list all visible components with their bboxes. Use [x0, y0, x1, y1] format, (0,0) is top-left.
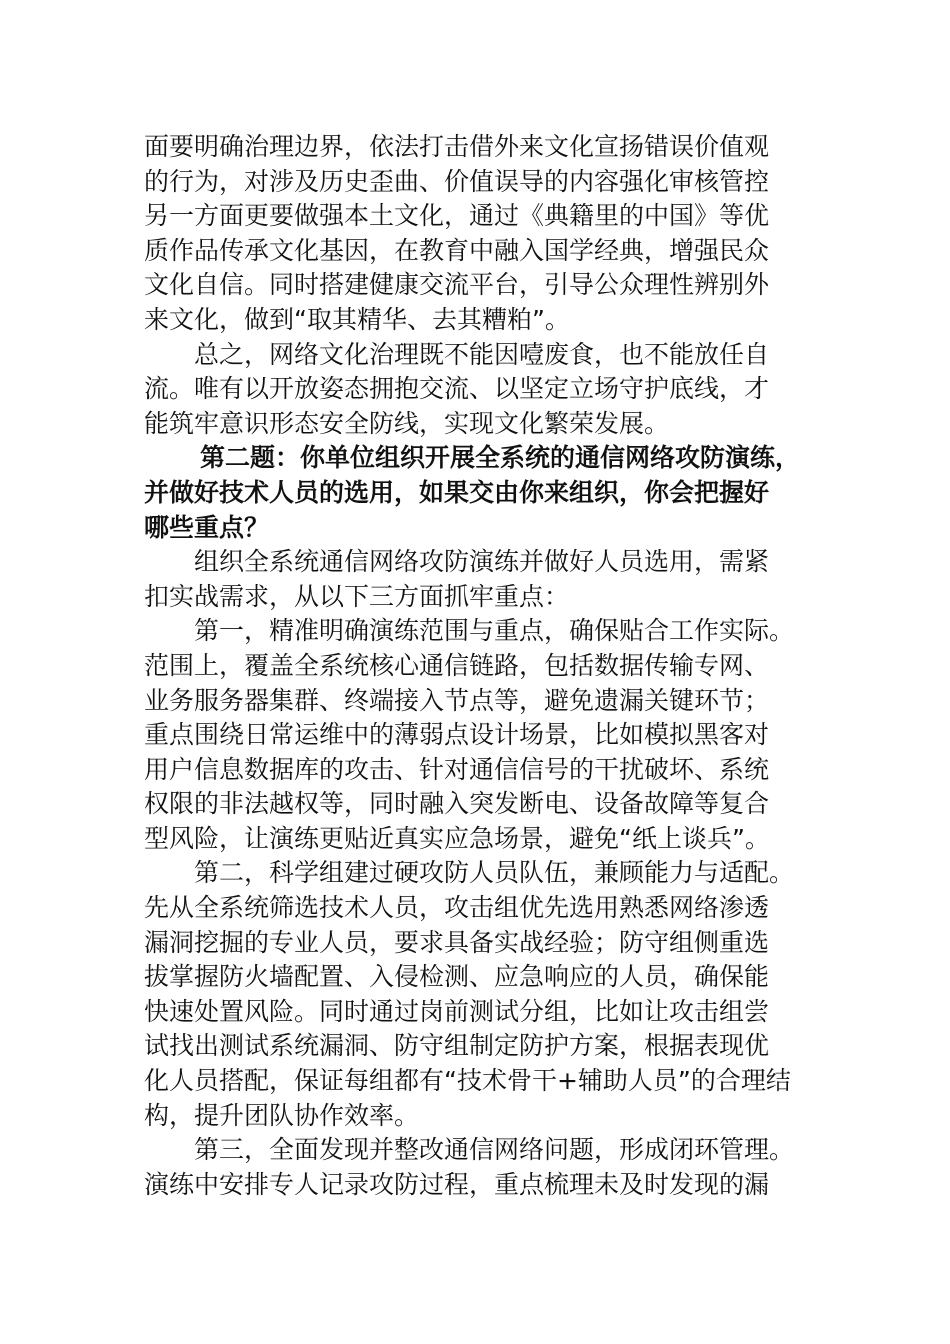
text-line: 面要明确治理边界，依法打击借外来文化宣扬错误价值观 — [144, 132, 770, 161]
document-body — [144, 130, 834, 1202]
text-line: 扣实战需求，从以下三方面抓牢重点： — [144, 581, 570, 611]
text-line: 试找出测试系统漏洞、防守组制定防护方案，根据表现优 — [144, 1031, 770, 1061]
text-line: 快速处置风险。同时通过岗前测试分组，比如让攻击组尝 — [144, 996, 770, 1026]
text-line: 业务服务器集群、终端接入节点等，避免遗漏关键环节； — [144, 685, 770, 715]
text-line: 质作品传承文化基因，在教育中融入国学经典，增强民众 — [144, 235, 770, 265]
text-line: 先从全系统筛选技术人员，攻击组优先选用熟悉网络渗透 — [144, 893, 770, 923]
text-line: 构，提升团队协作效率。 — [144, 1100, 420, 1130]
text-line: 重点围绕日常运维中的薄弱点设计场景，比如模拟黑客对 — [144, 720, 770, 750]
text-line: 型风险，让演练更贴近真实应急场景，避免“纸上谈兵”。 — [144, 823, 770, 853]
text-line: 第三，全面发现并整改通信网络问题，形成闭环管理。 — [194, 1135, 795, 1165]
text-line: 化人员搭配，保证每组都有“技术骨干+辅助人员”的合理结 — [144, 1066, 791, 1096]
text-line: 组织全系统通信网络攻防演练并做好人员选用，需紧 — [194, 547, 770, 577]
text-line: 范围上，覆盖全系统核心通信链路，包括数据传输专网、 — [144, 650, 770, 680]
text-line: 流。唯有以开放姿态拥抱交流、以坚定立场守护底线，才 — [144, 374, 770, 404]
text-line: 漏洞挖掘的专业人员，要求具备实战经验；防守组侧重选 — [144, 927, 770, 957]
text-line: 第一，精准明确演练范围与重点，确保贴合工作实际。 — [194, 616, 795, 646]
text-line: 第二，科学组建过硬攻防人员队伍，兼顾能力与适配。 — [194, 858, 795, 888]
question-heading-line: 第二题：你单位组织开展全系统的通信网络攻防演练， — [200, 443, 801, 473]
text-line: 权限的非法越权等，同时融入突发断电、设备故障等复合 — [144, 789, 770, 819]
text-line: 另一方面更要做强本土文化，通过《典籍里的中国》等优 — [144, 201, 770, 231]
text-line: 能筑牢意识形态安全防线，实现文化繁荣发展。 — [144, 408, 670, 438]
text-line: 演练中安排专人记录攻防过程，重点梳理未及时发现的漏 — [144, 1169, 770, 1199]
question-heading-line: 哪些重点？ — [144, 512, 270, 542]
text-line: 总之，网络文化治理既不能因噎废食，也不能放任自 — [194, 339, 770, 369]
text-line: 的行为，对涉及历史歪曲、价值误导的内容强化审核管控 — [144, 166, 770, 196]
question-heading-line: 并做好技术人员的选用，如果交由你来组织，你会把握好 — [144, 477, 770, 507]
text-line: 拔掌握防火墙配置、入侵检测、应急响应的人员，确保能 — [144, 962, 770, 992]
text-line: 来文化，做到“取其精华、去其糟粕”。 — [144, 304, 570, 334]
text-line: 用户信息数据库的攻击、针对通信信号的干扰破坏、系统 — [144, 754, 770, 784]
text-line: 文化自信。同时搭建健康交流平台，引导公众理性辨别外 — [144, 270, 770, 300]
